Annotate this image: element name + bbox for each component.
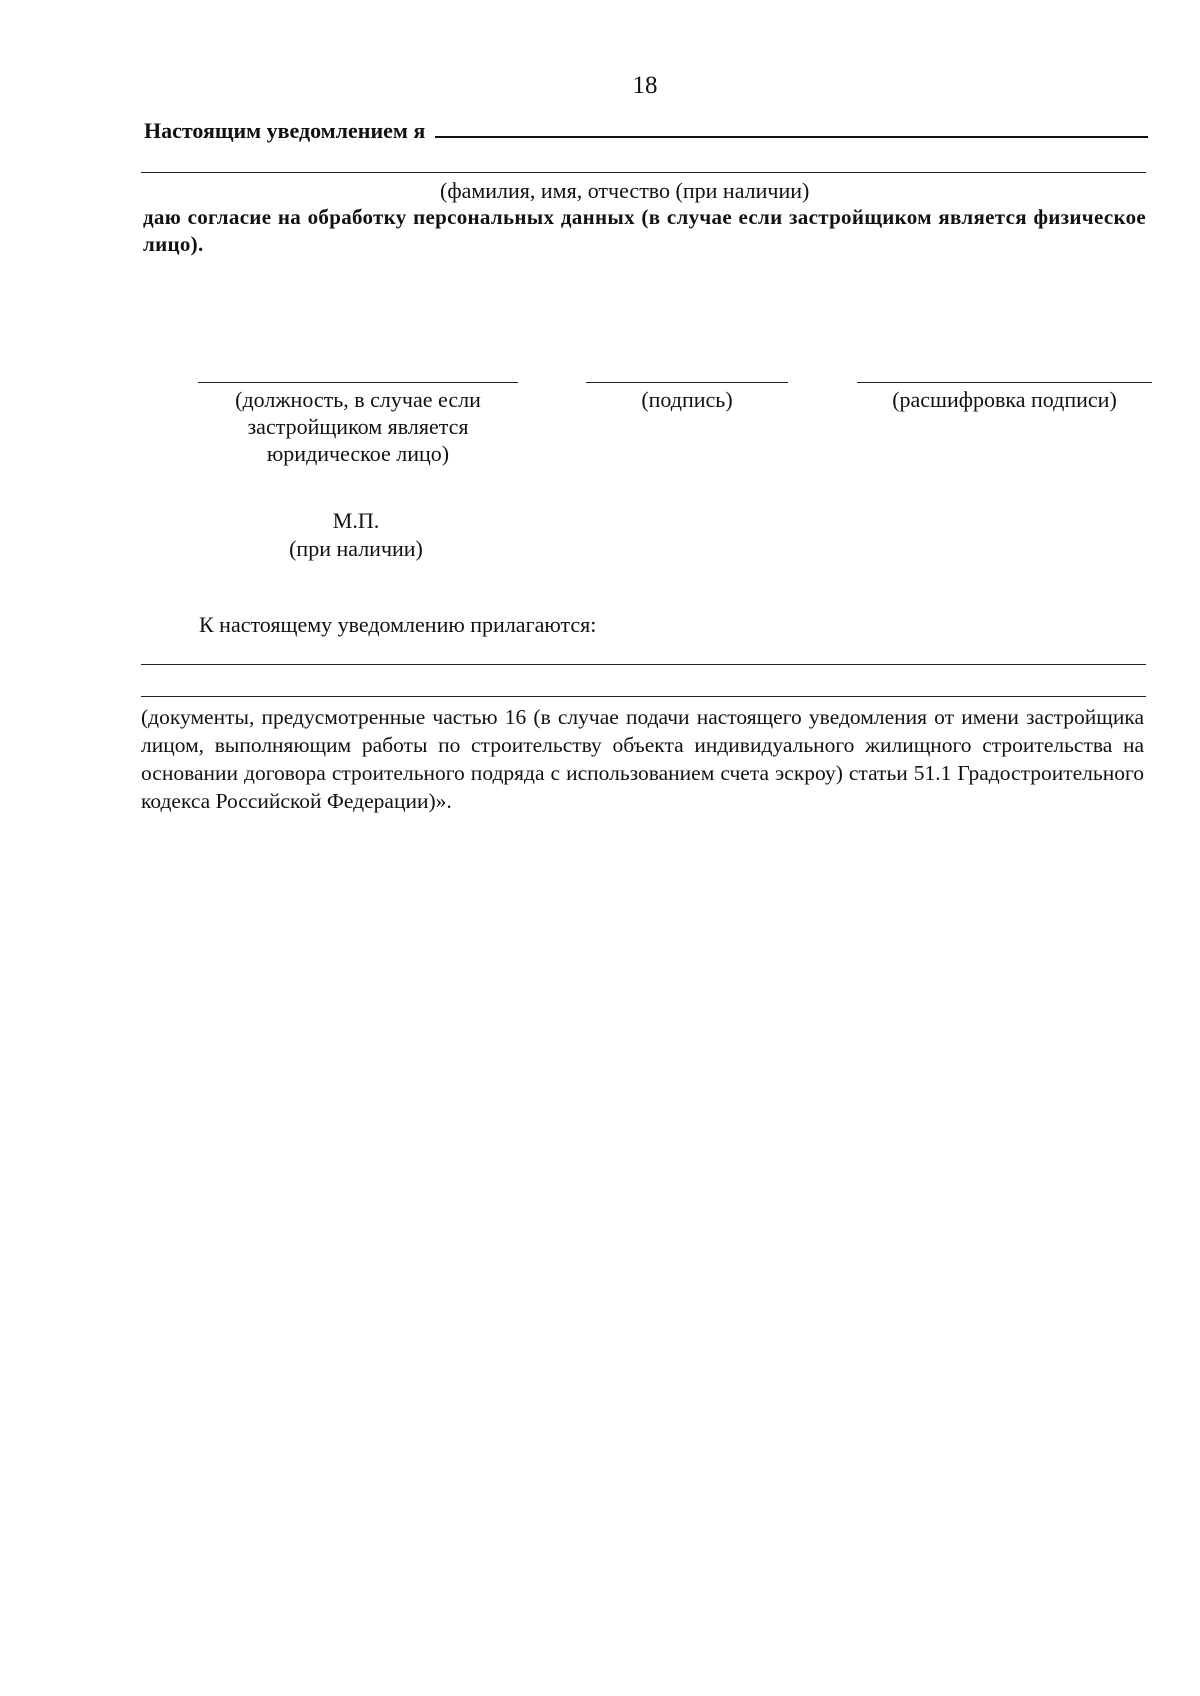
position-caption-line-1: (должность, в случае если [235, 387, 481, 412]
consent-name-row [144, 114, 1148, 144]
page-number: 18 [632, 72, 658, 99]
position-line [198, 382, 518, 383]
attachments-line-1 [141, 664, 1146, 665]
attachments-line-2 [141, 696, 1146, 697]
position-caption-line-3: юридическое лицо) [266, 441, 450, 466]
stamp-label: М.П. [332, 508, 380, 533]
consent-statement: даю согласие на обработку персональных данных (в случае если застройщиком является физическое лицо). [143, 205, 1146, 256]
decoding-caption: (расшифровка подписи) [892, 387, 1117, 412]
stamp-placeholder [256, 507, 456, 563]
fio-caption: (фамилия, имя, отчество (при наличии) [440, 178, 810, 203]
attachments-caption: (документы, предусмотренные частью 16 (в случае подачи настоящего уведомления от имени застройщика лицом, выполняющим работы по строительству объекта индивидуального жилищного строительства на основании договора строительного подряда с использованием счета эскроу) статьи 51.1 Градостроительного кодекса Российской Федерации)». [141, 705, 1144, 813]
position-caption-line-2: застройщиком является [247, 414, 469, 439]
decoding-line [857, 382, 1152, 383]
attachments-title: К настоящему уведомлению прилагаются: [199, 612, 597, 637]
consent-lead-text: Настоящим уведомлением я [144, 118, 426, 143]
fio-fill-line [435, 114, 1148, 138]
stamp-note: (при наличии) [289, 536, 423, 561]
position-caption [198, 386, 518, 467]
fio-second-line [141, 172, 1146, 173]
signature-line [586, 382, 788, 383]
signature-caption: (подпись) [641, 387, 733, 412]
